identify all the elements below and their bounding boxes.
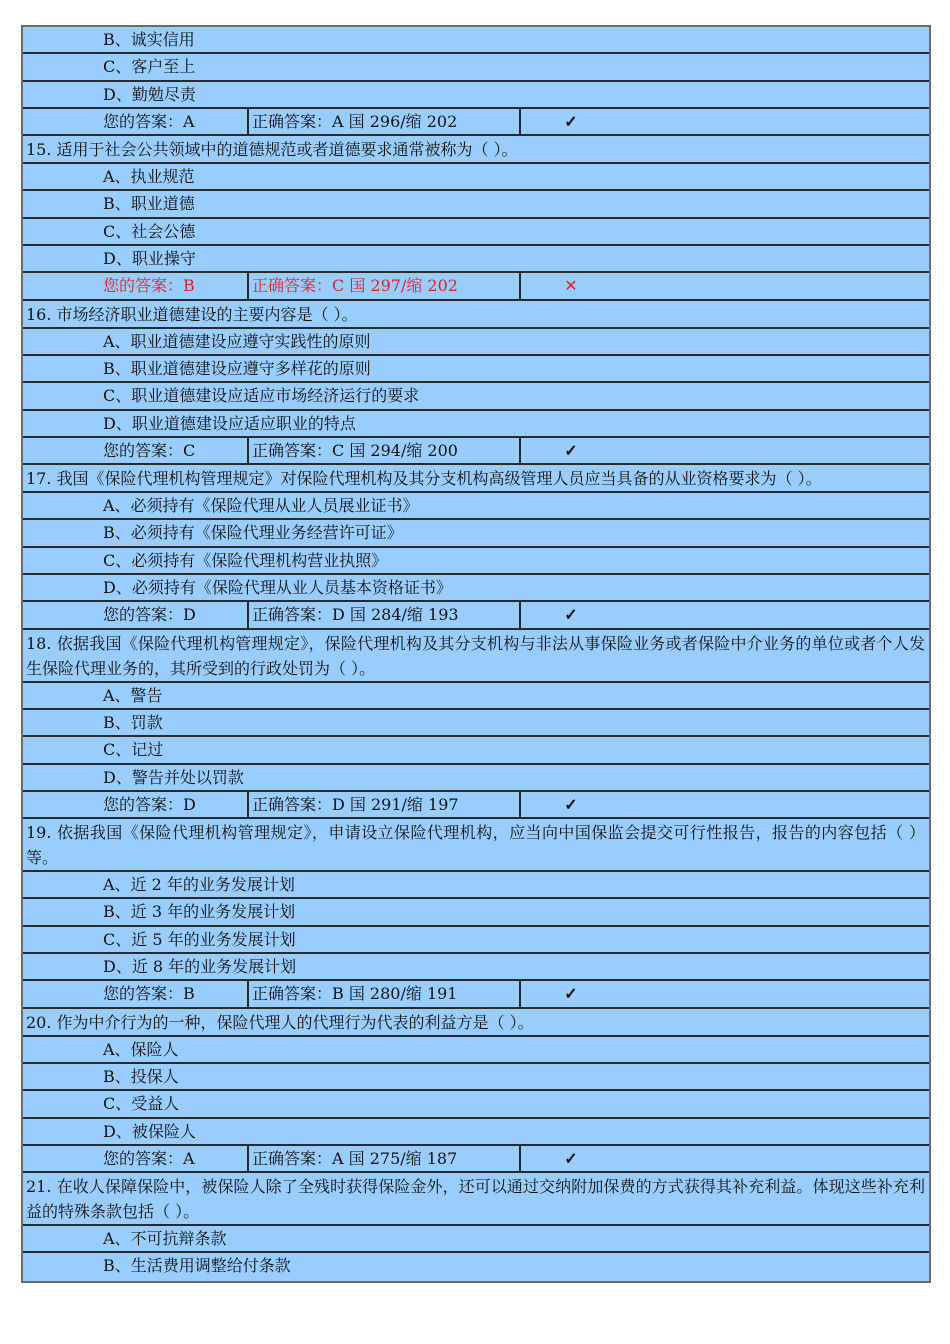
question-row: 15. 适用于社会公共领域中的道德规范或者道德要求通常被称为（ ）。: [23, 136, 929, 164]
question-row: 19. 依据我国《保险代理机构管理规定》，申请设立保险代理机构，应当向中国保监会提交可行性报告，报告的内容包括（ ）等。: [23, 819, 929, 872]
check-icon: ✓: [564, 794, 578, 814]
option-row: B、诚实信用: [23, 27, 929, 54]
option-row: C、受益人: [23, 1091, 929, 1118]
answer-row: [23, 109, 929, 136]
option-row: B、职业道德建设应遵守多样花的原则: [23, 356, 929, 383]
option-row: B、投保人: [23, 1064, 929, 1091]
option-row: D、职业道德建设应适应职业的特点: [23, 411, 929, 438]
check-icon: ✓: [564, 605, 578, 625]
option-row: B、罚款: [23, 710, 929, 737]
your-answer: 您的答案：B: [23, 273, 249, 298]
option-row: B、职业道德: [23, 191, 929, 218]
answer-row: [23, 792, 929, 819]
option-row: A、执业规范: [23, 164, 929, 191]
option-row: A、保险人: [23, 1037, 929, 1064]
cross-icon: ✕: [564, 276, 578, 296]
your-answer: 您的答案：B: [23, 981, 249, 1006]
correct-answer: 正确答案：C 国 294/缩 200: [249, 438, 521, 463]
answer-row: [23, 438, 929, 465]
option-row: A、职业道德建设应遵守实践性的原则: [23, 329, 929, 356]
your-answer: 您的答案：A: [23, 1146, 249, 1171]
option-row: C、社会公德: [23, 219, 929, 246]
option-row: A、必须持有《保险代理从业人员展业证书》: [23, 493, 929, 520]
check-icon: ✓: [564, 440, 578, 460]
option-row: D、近 8 年的业务发展计划: [23, 954, 929, 981]
option-row: B、生活费用调整给付条款: [23, 1253, 929, 1280]
option-row: C、客户至上: [23, 54, 929, 81]
option-row: A、警告: [23, 683, 929, 710]
question-row: 16. 市场经济职业道德建设的主要内容是（ ）。: [23, 301, 929, 329]
question-row: 21. 在收人保障保险中，被保险人除了全残时获得保险金外，还可以通过交纳附加保费的方式获得其补充利益。体现这些补充利益的特殊条款包括（ ）。: [23, 1173, 929, 1226]
option-row: D、勤勉尽责: [23, 82, 929, 109]
option-row: C、职业道德建设应适应市场经济运行的要求: [23, 383, 929, 410]
option-row: B、必须持有《保险代理业务经营许可证》: [23, 520, 929, 547]
your-answer: 您的答案：A: [23, 109, 249, 134]
question-row: 18. 依据我国《保险代理机构管理规定》，保险代理机构及其分支机构与非法从事保险业务或者保险中介业务的单位或者个人发生保险代理业务的，其所受到的行政处罚为（ ）。: [23, 630, 929, 683]
quiz-answer-table: [21, 25, 931, 1283]
option-row: B、近 3 年的业务发展计划: [23, 899, 929, 926]
your-answer: 您的答案：D: [23, 792, 249, 817]
your-answer: 您的答案：C: [23, 438, 249, 463]
answer-row-wrong: [23, 273, 929, 300]
option-row: C、记过: [23, 737, 929, 764]
answer-row: [23, 602, 929, 629]
correct-answer: 正确答案：D 国 291/缩 197: [249, 792, 521, 817]
correct-answer: 正确答案：A 国 296/缩 202: [249, 109, 521, 134]
option-row: C、必须持有《保险代理机构营业执照》: [23, 548, 929, 575]
correct-answer: 正确答案：C 国 297/缩 202: [249, 273, 521, 298]
option-row: A、不可抗辩条款: [23, 1226, 929, 1253]
option-row: C、近 5 年的业务发展计划: [23, 927, 929, 954]
answer-row: [23, 1146, 929, 1173]
option-row: D、必须持有《保险代理从业人员基本资格证书》: [23, 575, 929, 602]
question-row: 20. 作为中介行为的一种，保险代理人的代理行为代表的利益方是（ ）。: [23, 1009, 929, 1037]
option-row: D、职业操守: [23, 246, 929, 273]
answer-row: [23, 981, 929, 1008]
your-answer: 您的答案：D: [23, 602, 249, 627]
option-row: A、近 2 年的业务发展计划: [23, 872, 929, 899]
check-icon: ✓: [564, 984, 578, 1004]
check-icon: ✓: [564, 111, 578, 131]
correct-answer: 正确答案：A 国 275/缩 187: [249, 1146, 521, 1171]
question-row: 17. 我国《保险代理机构管理规定》对保险代理机构及其分支机构高级管理人员应当具备的从业资格要求为（ ）。: [23, 465, 929, 493]
correct-answer: 正确答案：B 国 280/缩 191: [249, 981, 521, 1006]
option-row: D、警告并处以罚款: [23, 765, 929, 792]
option-row: D、被保险人: [23, 1119, 929, 1146]
correct-answer: 正确答案：D 国 284/缩 193: [249, 602, 521, 627]
check-icon: ✓: [564, 1148, 578, 1168]
